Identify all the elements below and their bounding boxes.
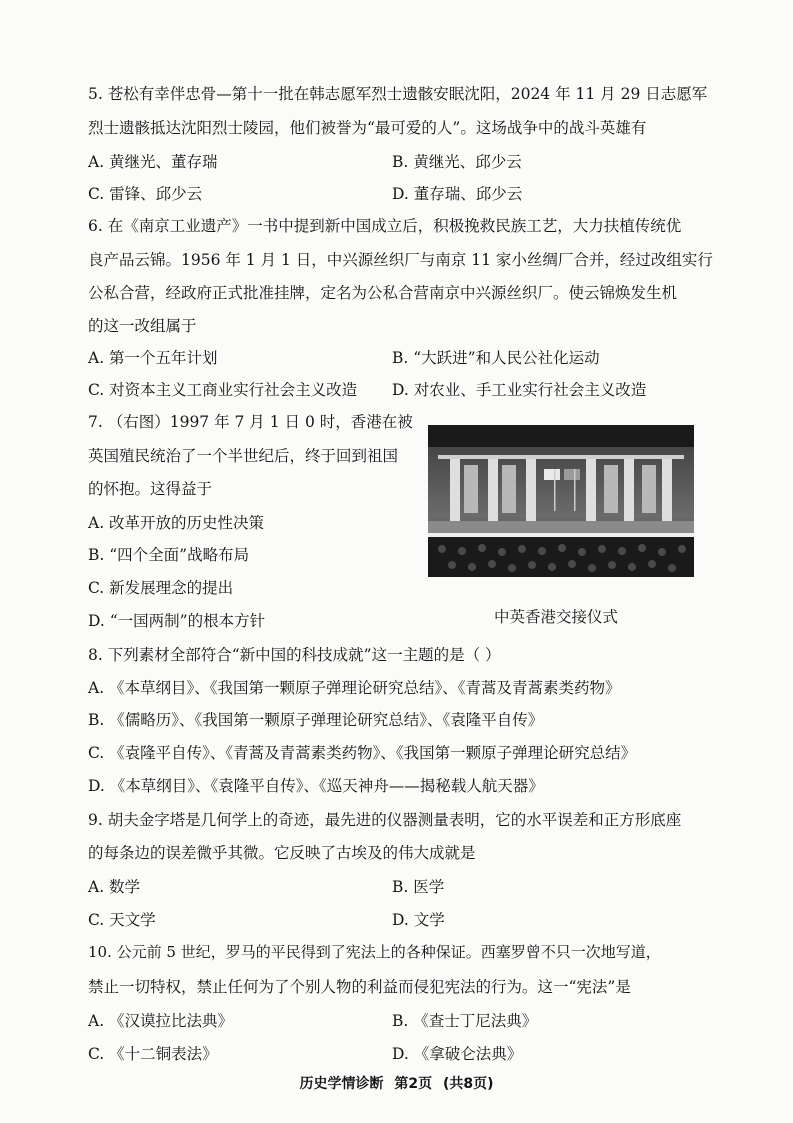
q8-option-d[interactable]: D. 《本草纲目》、《袁隆平自传》、《巡天神舟——揭秘载人航天器》 (88, 777, 544, 795)
q6-stem-line-3: 公私合营，经政府正式批准挂牌，定名为公私合营南京中兴源丝织厂。使云锦焕发生机 (88, 284, 678, 302)
q6-stem-line-4: 的这一改组属于 (88, 317, 197, 335)
q6-option-d[interactable]: D. 对农业、手工业实行社会主义改造 (392, 381, 647, 399)
q5-option-d[interactable]: D. 董存瑞、邱少云 (392, 185, 523, 203)
q10-option-c[interactable]: C. 《十二铜表法》 (88, 1045, 218, 1063)
handover-ceremony-photo (428, 425, 694, 577)
q6-stem-line-1: 6. 在《南京工业遗产》一书中提到新中国成立后，积极挽救民族工艺，大力扶植传统优 (88, 217, 682, 235)
q9-option-a[interactable]: A. 数学 (88, 878, 141, 896)
q8-option-c[interactable]: C. 《袁隆平自传》、《青蒿及青蒿素类药物》、《我国第一颗原子弹理论研究总结》 (88, 744, 637, 762)
q6-option-a[interactable]: A. 第一个五年计划 (88, 349, 218, 367)
q7-option-c[interactable]: C. 新发展理念的提出 (88, 579, 234, 597)
q7-option-a[interactable]: A. 改革开放的历史性决策 (88, 514, 265, 532)
footer-page-number: 第2页 (394, 1076, 433, 1092)
q9-stem-line-1: 9. 胡夫金字塔是几何学上的奇迹，最先进的仪器测量表明，它的水平误差和正方形底座 (88, 811, 682, 829)
q9-stem-line-2: 的每条边的误差微乎其微。它反映了古埃及的伟大成就是 (88, 844, 476, 862)
q8-stem-line-1: 8. 下列素材全部符合“新中国的科技成就”这一主题的是（ ） (88, 646, 501, 664)
q5-option-a[interactable]: A. 黄继光、董存瑞 (88, 153, 218, 171)
q5-stem-line-1: 5. 苍松有幸伴忠骨—第十一批在韩志愿军烈士遗骸安眠沈阳，2024 年 11 月 29 日志愿军 (88, 85, 708, 103)
q9-option-c[interactable]: C. 天文学 (88, 911, 156, 929)
footer-subject: 历史学情诊断 (299, 1076, 384, 1092)
q7-option-b[interactable]: B. “四个全面”战略布局 (88, 546, 250, 564)
q6-option-c[interactable]: C. 对资本主义工商业实行社会主义改造 (88, 381, 358, 399)
q8-option-a[interactable]: A. 《本草纲目》、《我国第一颗原子弹理论研究总结》、《青蒿及青蒿素类药物》 (88, 679, 621, 697)
footer-total-pages: (共8页) (442, 1076, 494, 1092)
q6-option-b[interactable]: B. “大跃进”和人民公社化运动 (392, 349, 600, 367)
q8-option-b[interactable]: B. 《儒略历》、《我国第一颗原子弹理论研究总结》、《袁隆平自传》 (88, 711, 544, 729)
q10-option-a[interactable]: A. 《汉谟拉比法典》 (88, 1012, 234, 1030)
page-footer (0, 1073, 793, 1093)
q10-option-b[interactable]: B. 《查士丁尼法典》 (392, 1012, 538, 1030)
q7-option-d[interactable]: D. “一国两制”的根本方针 (88, 612, 266, 630)
q7-stem-line-1: 7. （右图）1997 年 7 月 1 日 0 时，香港在被 (88, 413, 413, 431)
q7-stem-line-2: 英国殖民统治了一个半世纪后，终于回到祖国 (88, 447, 399, 465)
q5-option-c[interactable]: C. 雷锋、邱少云 (88, 185, 203, 203)
q9-option-d[interactable]: D. 文学 (392, 911, 445, 929)
photo-caption: 中英香港交接仪式 (494, 608, 619, 626)
q7-stem-line-3: 的怀抱。这得益于 (88, 480, 213, 498)
q10-stem-line-2: 禁止一切特权，禁止任何为了个别人物的利益而侵犯宪法的行为。这一“宪法”是 (88, 978, 631, 996)
q9-option-b[interactable]: B. 医学 (392, 878, 445, 896)
q10-stem-line-1: 10. 公元前 5 世纪，罗马的平民得到了宪法上的各种保证。西塞罗曾不只一次地写道， (88, 943, 661, 961)
q10-option-d[interactable]: D. 《拿破仑法典》 (392, 1045, 523, 1063)
q5-option-b[interactable]: B. 黄继光、邱少云 (392, 153, 522, 171)
q6-stem-line-2: 良产品云锦。1956 年 1 月 1 日，中兴源丝织厂与南京 11 家小丝绸厂合并，经过改组实行 (88, 251, 713, 269)
q5-stem-line-2: 烈士遗骸抵达沈阳烈士陵园，他们被誉为“最可爱的人”。这场战争中的战斗英雄有 (88, 119, 647, 137)
